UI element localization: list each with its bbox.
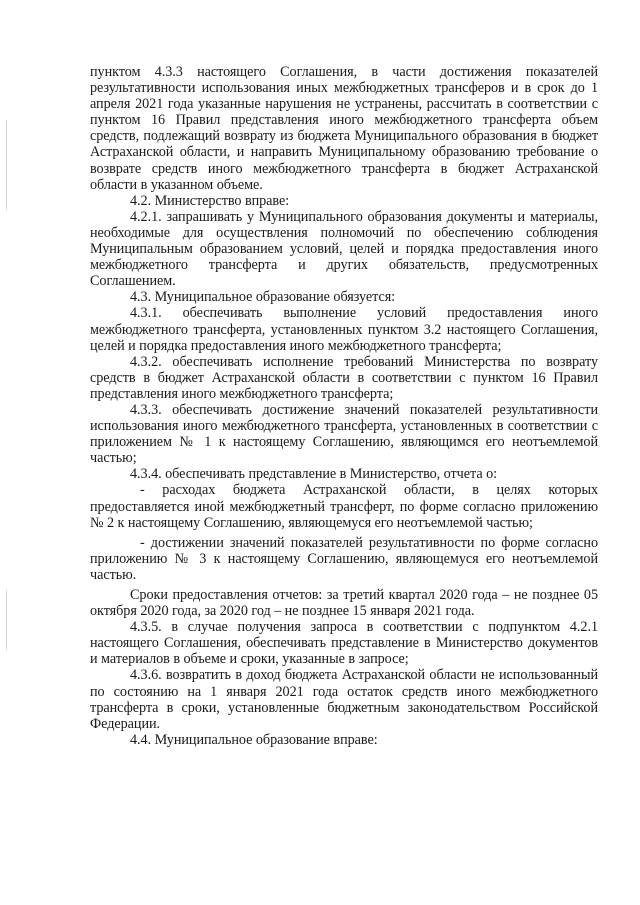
paragraph-report-deadlines: Сроки предоставления отчетов: за третий квартал 2020 года – не позднее 05 октября 2020 года, за 2020 год – не позднее 15 января 2021 года. — [90, 587, 598, 620]
paragraph-4-3-6: 4.3.6. возвратить в доход бюджета Астраханской области не использованный по состоянию на 1 января 2021 года остаток средств иного межбюджетного трансферта в сроки, установленные бюджетным законодательством Российской Федерации. — [90, 667, 598, 732]
paragraph-4-3-4: 4.3.4. обеспечивать представление в Министерство, отчета о: — [130, 466, 498, 483]
scan-edge-mark — [6, 590, 7, 650]
paragraph-4-2: 4.2. Министерство вправе: — [130, 192, 290, 209]
scan-edge-mark — [6, 120, 7, 210]
paragraph-4-3-1: 4.3.1. обеспечивать выполнение условий предоставления иного межбюджетного трансферта, установленных пунктом 3.2 настоящего Соглашения, целей и порядка предоставления иного межбюджетного трансферта; — [90, 305, 598, 354]
list-item-indicators-report: - достижении значений показателей результативности по форме согласно приложению № 3 к настоящему Соглашению, являющемуся его неотъемлемой частью. — [90, 534, 598, 583]
paragraph-4-3-3: 4.3.3. обеспечивать достижение значений показателей результативности использования иного межбюджетного трансферта, установленных в соответствии с приложением № 1 к настоящему Соглашению, являющимся его неотъемлемой частью; — [90, 401, 598, 467]
paragraph-4-2-1: 4.2.1. запрашивать у Муниципального образования документы и материалы, необходимые для осуществления полномочий по обеспечению соблюдения Муниципальным образованием условий, целей и порядка предоставления иного межбюджетного трансферта и других обязательств, предусмотренных Соглашением. — [90, 208, 598, 290]
document-page — [90, 64, 598, 748]
paragraph-4-3-2: 4.3.2. обеспечивать исполнение требований Министерства по возврату средств в бюджет Астраханской области в соответствии с пунктом 16 Правил представления иного межбюджетного трансферта; — [90, 353, 598, 402]
list-item-expenses-report: - расходах бюджета Астраханской области, в целях которых предоставляется иной межбюджетный трансферт, по форме согласно приложению № 2 к настоящему Соглашению, являющемуся его неотъемлемой частью; — [90, 482, 598, 531]
paragraph-4-4: 4.4. Муниципальное образование вправе: — [130, 731, 378, 748]
paragraph-continuation: пунктом 4.3.3 настоящего Соглашения, в части достижения показателей результативности использования иных межбюджетных трансферов и в срок до 1 апреля 2021 года указанные нарушения не устранены, рассчитать в соответствии с пунктом 16 Правил представления иного межбюджетного трансферта объем средств, подлежащий возврату из бюджета Муниципального образования в бюджет Астраханской области, и направить Муниципальному образованию требование о возврате средств иного межбюджетного трансферта в бюджет Астраханской области в указанном объеме. — [90, 64, 598, 193]
paragraph-4-3: 4.3. Муниципальное образование обязуется: — [130, 289, 396, 306]
paragraph-4-3-5: 4.3.5. в случае получения запроса в соответствии с подпунктом 4.2.1 настоящего Соглашения, обеспечивать представление в Министерство документов и материалов в объеме и сроки, указанные в запросе; — [90, 619, 598, 668]
